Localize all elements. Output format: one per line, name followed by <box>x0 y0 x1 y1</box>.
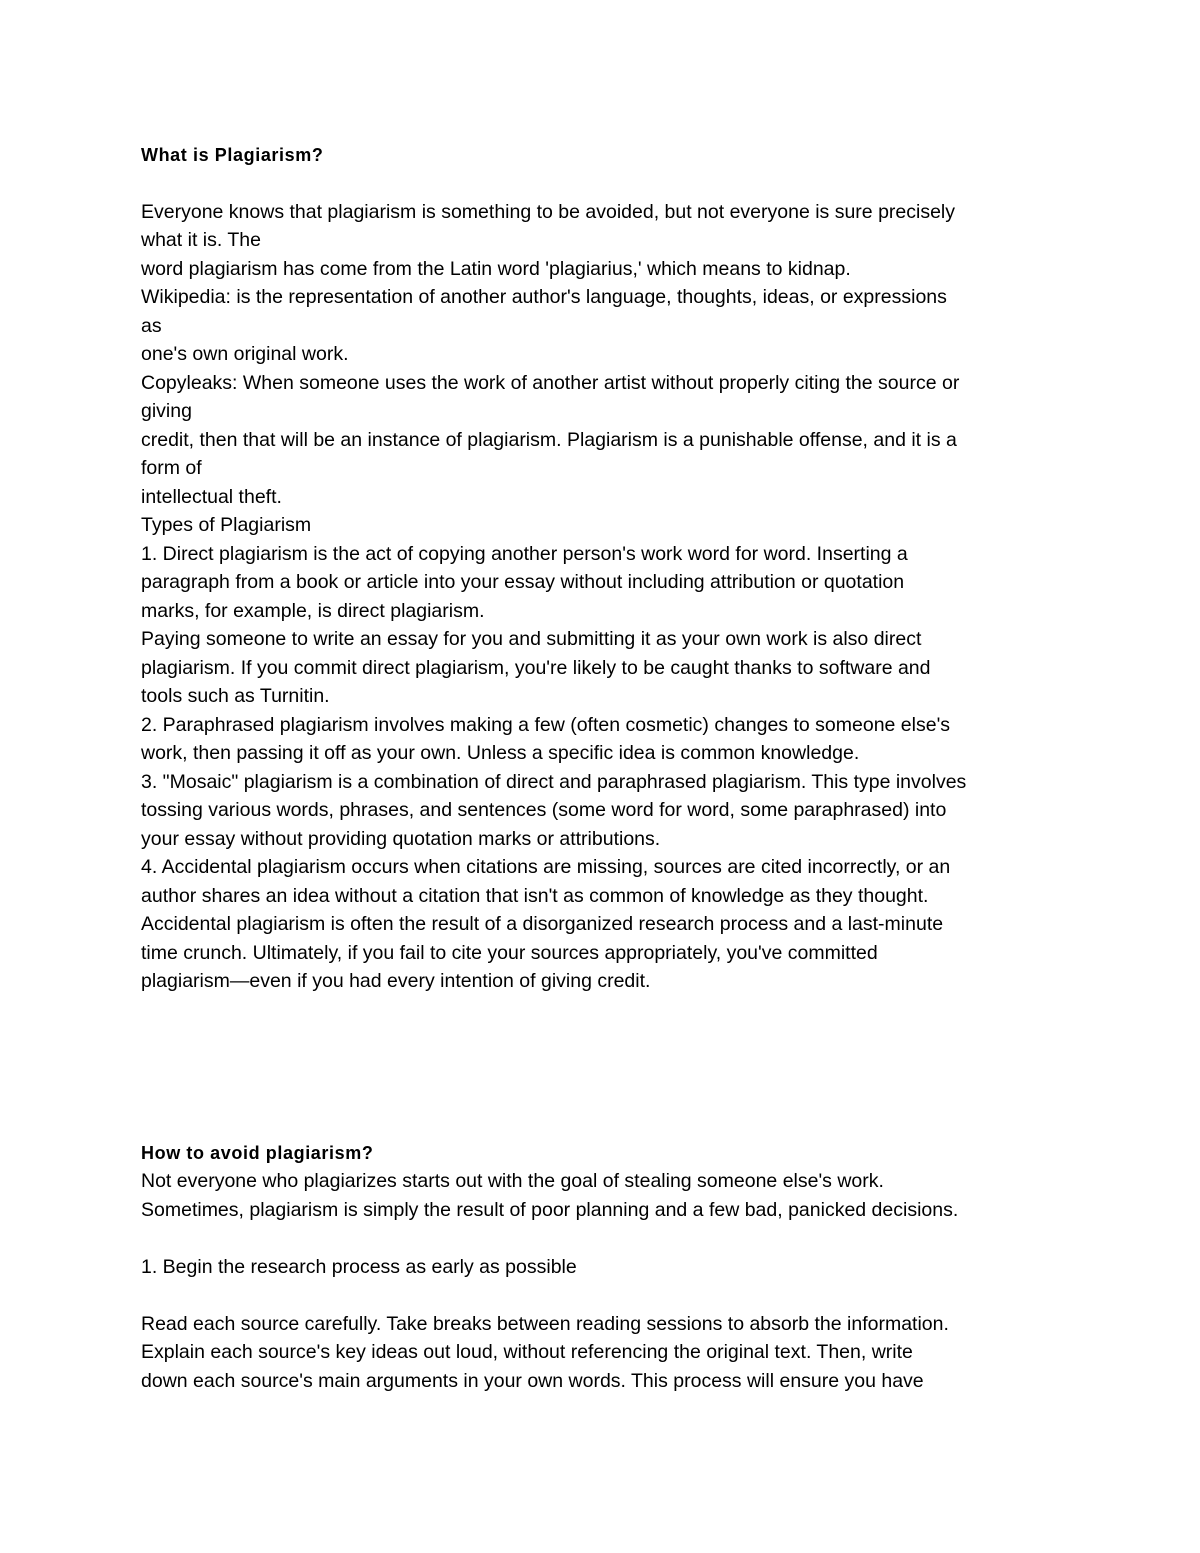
step-title: 1. Begin the research process as early as possible <box>141 1256 577 1278</box>
body-line: author shares an idea without a citation that isn't as common of knowledge as they thought. <box>141 885 929 907</box>
body-line: tools such as Turnitin. <box>141 685 330 707</box>
body-line: Copyleaks: When someone uses the work of another artist without properly citing the source or <box>141 372 960 394</box>
document-page <box>141 0 1071 1553</box>
body-line: tossing various words, phrases, and sentences (some word for word, some paraphrased) into <box>141 799 947 821</box>
body-line: plagiarism. If you commit direct plagiarism, you're likely to be caught thanks to software and <box>141 657 931 679</box>
body-line: Read each source carefully. Take breaks between reading sessions to absorb the information. <box>141 1313 949 1335</box>
body-line: as <box>141 315 162 337</box>
body-line: down each source's main arguments in your own words. This process will ensure you have <box>141 1370 924 1392</box>
body-line: credit, then that will be an instance of plagiarism. Plagiarism is a punishable offense, and it is a <box>141 429 957 451</box>
body-line: giving <box>141 400 192 422</box>
body-line: Not everyone who plagiarizes starts out with the goal of stealing someone else's work. <box>141 1170 884 1192</box>
body-line: marks, for example, is direct plagiarism. <box>141 600 485 622</box>
body-line: Everyone knows that plagiarism is something to be avoided, but not everyone is sure precisely <box>141 201 956 223</box>
heading-how-to-avoid-plagiarism: How to avoid plagiarism? <box>141 1143 374 1163</box>
body-line: Sometimes, plagiarism is simply the result of poor planning and a few bad, panicked decisions. <box>141 1199 959 1221</box>
body-line: form of <box>141 457 202 479</box>
body-line: 3. "Mosaic" plagiarism is a combination of direct and paraphrased plagiarism. This type involves <box>141 771 967 793</box>
body-line: time crunch. Ultimately, if you fail to cite your sources appropriately, you've committed <box>141 942 878 964</box>
body-line: your essay without providing quotation marks or attributions. <box>141 828 661 850</box>
subheading-types-of-plagiarism: Types of Plagiarism <box>141 514 312 536</box>
body-line: word plagiarism has come from the Latin word 'plagiarius,' which means to kidnap. <box>141 258 851 280</box>
body-line: 2. Paraphrased plagiarism involves making a few (often cosmetic) changes to someone else's <box>141 714 951 736</box>
body-line: Explain each source's key ideas out loud, without referencing the original text. Then, write <box>141 1341 913 1363</box>
body-line: work, then passing it off as your own. Unless a specific idea is common knowledge. <box>141 742 860 764</box>
body-line: Wikipedia: is the representation of another author's language, thoughts, ideas, or expressions <box>141 286 947 308</box>
body-line: 4. Accidental plagiarism occurs when citations are missing, sources are cited incorrectly, or an <box>141 856 951 878</box>
body-line: what it is. The <box>141 229 261 251</box>
body-line: Accidental plagiarism is often the result of a disorganized research process and a last-minute <box>141 913 944 935</box>
heading-what-is-plagiarism: What is Plagiarism? <box>141 145 324 165</box>
body-line: plagiarism—even if you had every intention of giving credit. <box>141 970 651 992</box>
body-line: one's own original work. <box>141 343 349 365</box>
body-line: paragraph from a book or article into your essay without including attribution or quotation <box>141 571 905 593</box>
body-line: 1. Direct plagiarism is the act of copying another person's work word for word. Inserting a <box>141 543 908 565</box>
body-line: intellectual theft. <box>141 486 282 508</box>
body-line: Paying someone to write an essay for you and submitting it as your own work is also direct <box>141 628 922 650</box>
